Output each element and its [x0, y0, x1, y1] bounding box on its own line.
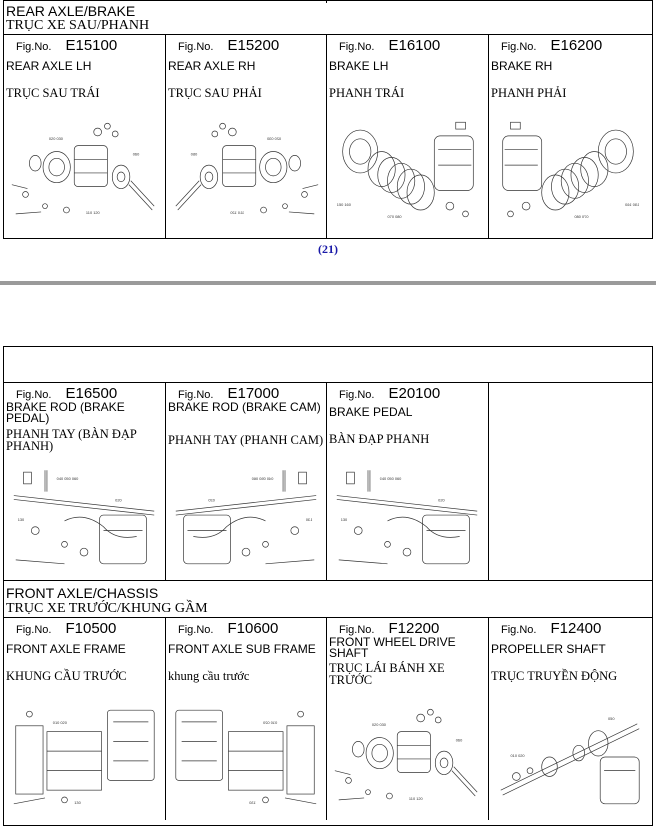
- figure-cell-e16500[interactable]: [4, 383, 165, 579]
- brake-pedal-diagram[interactable]: [329, 459, 485, 575]
- figure-number: F10600: [227, 620, 279, 637]
- front-wheel-drive-shaft-diagram[interactable]: [329, 698, 485, 816]
- figure-number: E16100: [388, 37, 441, 54]
- section-title-vi: TRỤC XE SAU/PHANH: [6, 18, 150, 33]
- figure-number-row: Fig.No. E16500: [16, 385, 118, 402]
- figure-name-en: BRAKE PEDAL: [329, 405, 413, 419]
- page1-top-divider: [326, 0, 327, 3]
- figure-name-en: REAR AXLE LH: [6, 59, 92, 73]
- figure-cell-e20100[interactable]: [327, 383, 488, 579]
- figure-number-row: Fig.No. E16100: [339, 37, 441, 54]
- figure-number-row: Fig.No. F10600: [178, 620, 279, 637]
- figure-number: F12200: [388, 620, 440, 637]
- empty-figure-cell: [489, 383, 650, 579]
- figure-name-en: FRONT AXLE SUB FRAME: [168, 642, 316, 656]
- figure-number: E20100: [388, 385, 441, 402]
- propeller-shaft-diagram[interactable]: [491, 698, 647, 816]
- figure-cell-f10500[interactable]: [4, 618, 165, 820]
- figure-cell-f10600[interactable]: [166, 618, 327, 820]
- figure-name-en: FRONT WHEEL DRIVE SHAFT: [329, 635, 456, 660]
- figure-number-row: Fig.No. E15200: [178, 37, 280, 54]
- brake-rh-diagram[interactable]: [491, 115, 647, 227]
- figure-name-vi: khung cầu trước: [168, 669, 250, 683]
- page-separator: [0, 281, 656, 285]
- figure-name-en: BRAKE RH: [491, 59, 553, 73]
- figure-number: F12400: [550, 620, 602, 637]
- section-title-en: FRONT AXLE/CHASSIS: [6, 585, 159, 601]
- figure-number: E16200: [550, 37, 603, 54]
- figure-cell-f12200[interactable]: [327, 618, 488, 820]
- section-title-en: REAR AXLE/BRAKE: [6, 3, 136, 19]
- figure-name-vi: PHANH PHẢI: [491, 86, 567, 100]
- figure-name-en: BRAKE ROD (BRAKE PEDAL): [6, 400, 125, 425]
- figure-name-vi: PHANH TRÁI: [329, 86, 405, 100]
- figure-number: E17000: [227, 385, 280, 402]
- figure-number-row: Fig.No. E15100: [16, 37, 118, 54]
- front-axle-frame-diagram[interactable]: [6, 698, 162, 816]
- figure-cell-e15200[interactable]: [166, 35, 327, 238]
- figure-number: E15200: [227, 37, 280, 54]
- figure-name-vi: PHANH TAY (PHANH CAM): [168, 433, 324, 447]
- figure-number-row: Fig.No. F12200: [339, 620, 440, 637]
- figure-cell-e15100[interactable]: [4, 35, 165, 238]
- figure-number-row: Fig.No. F10500: [16, 620, 117, 637]
- brake-rod-cam-diagram[interactable]: [168, 459, 324, 575]
- figure-name-en: PROPELLER SHAFT: [491, 642, 606, 656]
- figure-name-en: FRONT AXLE FRAME: [6, 642, 126, 656]
- figure-name-vi: PHANH TAY (BÀN ĐẠP PHANH): [6, 427, 137, 453]
- figure-name-vi: KHUNG CẦU TRƯỚC: [6, 669, 127, 683]
- figure-number-row: Fig.No. E16200: [501, 37, 603, 54]
- figure-name-en: BRAKE ROD (BRAKE CAM): [168, 400, 321, 414]
- figure-number: E15100: [65, 37, 118, 54]
- figure-number-row: Fig.No. E20100: [339, 385, 441, 402]
- figure-number: F10500: [65, 620, 117, 637]
- rear-axle-rh-diagram[interactable]: [168, 115, 324, 227]
- figure-number: E16500: [65, 385, 118, 402]
- figure-name-vi: TRỤC SAU TRÁI: [6, 86, 100, 100]
- figure-name-vi: TRỤC LÁI BÁNH XE TRƯỚC: [329, 661, 445, 687]
- brake-lh-diagram[interactable]: [329, 115, 485, 227]
- figure-cell-e16200[interactable]: [489, 35, 650, 238]
- figure-cell-e17000[interactable]: [166, 383, 327, 579]
- brake-rod-pedal-diagram[interactable]: [6, 459, 162, 575]
- figure-cell-f12400[interactable]: [489, 618, 650, 820]
- front-axle-sub-frame-diagram[interactable]: [168, 698, 324, 816]
- section-title-vi: TRỤC XE TRƯỚC/KHUNG GẦM: [6, 601, 208, 616]
- figure-number-row: Fig.No. F12400: [501, 620, 602, 637]
- figure-name-en: REAR AXLE RH: [168, 59, 256, 73]
- figure-name-vi: TRỤC SAU PHẢI: [168, 86, 262, 100]
- figure-name-vi: TRỤC TRUYỀN ĐỘNG: [491, 669, 618, 683]
- figure-cell-e16100[interactable]: [327, 35, 488, 238]
- rear-axle-lh-diagram[interactable]: [6, 115, 162, 227]
- figure-name-vi: BÀN ĐẠP PHANH: [329, 432, 430, 446]
- figure-number-row: Fig.No. E17000: [178, 385, 280, 402]
- page-number: (21): [318, 242, 338, 256]
- figure-name-en: BRAKE LH: [329, 59, 389, 73]
- section-top-rule: [3, 580, 653, 581]
